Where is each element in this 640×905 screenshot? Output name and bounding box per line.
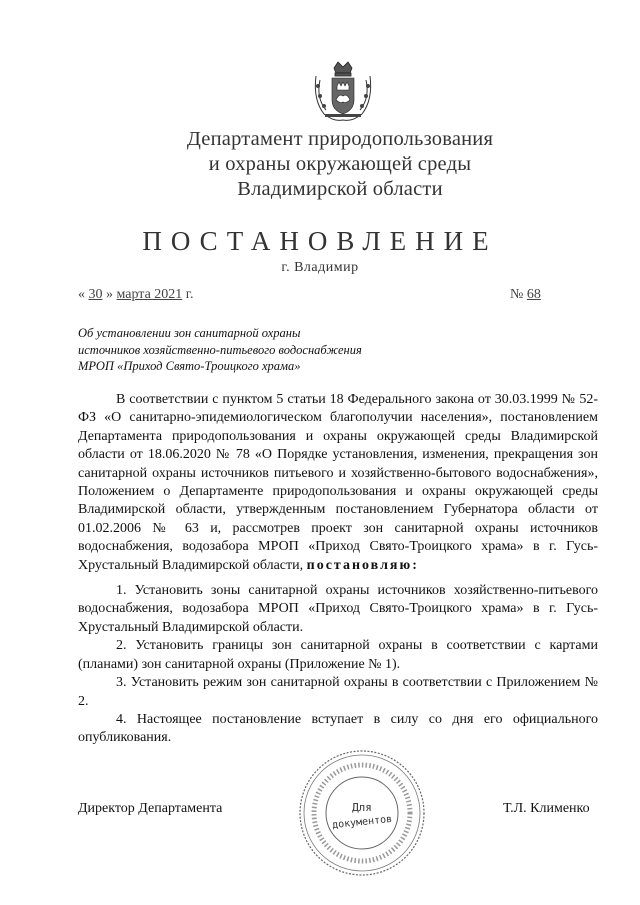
subject-line-1: Об установлении зон санитарной охраны: [78, 326, 301, 340]
coat-of-arms-emblem: [310, 60, 376, 124]
department-name-line-1: Департамент природопользования: [186, 128, 494, 150]
resolve-word: постановляю:: [306, 557, 419, 573]
preamble-paragraph: [78, 391, 598, 575]
resolution-item-4: 4. Настоящее постановление вступает в силу со дня его официального опубликования.: [78, 711, 598, 746]
date-close-quote: »: [106, 287, 113, 302]
document-title: ПОСТАНОВЛЕНИЕ: [142, 226, 498, 256]
document-number: [510, 287, 541, 303]
stamp-text-line-2: документов: [331, 813, 393, 832]
signer-role: Директор Департамента: [78, 801, 223, 816]
resolution-item-3: 3. Установить режим зон санитарной охраны в соответствии с Приложением № 2.: [78, 675, 598, 709]
resolution-item-2: 2. Установить границы зон санитарной охраны в соответствии с картами (планами) зон санитарной охраны (Приложение № 1).: [78, 638, 598, 672]
department-name-line-2: и охраны окружающей среды: [208, 153, 472, 175]
date-suffix: г.: [185, 287, 194, 302]
resolution-item-1: 1. Установить зоны санитарной охраны источников хозяйственно-питьевого водоснабжения, водозабора МРОП «Приход Свято-Троицкого храма» в г. Гусь-Хрустальный Владимирской области.: [78, 583, 598, 635]
document-date: [78, 287, 193, 303]
document-body: [78, 391, 598, 748]
stamp-text-line-1: Для: [352, 801, 372, 814]
department-name-line-3: Владимирской области: [237, 178, 443, 200]
preamble-text: В соответствии с пунктом 5 статьи 18 Федерального закона от 30.03.1999 № 52-ФЗ «О санитарно-эпидемиологическом благополучии населения», постановлением Департамента природопользования и охраны окружающей среды Владимирской области от 18.06.2020 № 78 «О Порядке установления, изменения, прекращения зон санитарной охраны источников питьевого и хозяйственно-бытового водоснабжения», Положением о Департаменте природопользования и охраны окружающей среды Владимирской области, утвержденным постановлением Губернатора области от 01.02.2006 № 63 и, рассмотрев проект зон санитарной охраны источников водоснабжения, водозабора МРОП «Приход Свято-Троицкого храма» в г. Гусь-Хрустальный Владимирской области,: [78, 392, 598, 573]
date-open-quote: «: [78, 287, 85, 302]
city-name: г. Владимир: [281, 260, 359, 275]
subject-line-2: источников хозяйственно-питьевого водоснабжения: [78, 342, 362, 357]
subject-line-3: МРОП «Приход Свято-Троицкого храма»: [78, 359, 301, 373]
number-prefix: №: [510, 287, 524, 302]
number-value: 68: [526, 287, 541, 302]
signer-name: Т.Л. Клименко: [503, 801, 590, 816]
date-month-year: марта 2021: [116, 287, 183, 302]
date-day: 30: [88, 287, 103, 302]
document-subject: [78, 325, 362, 375]
official-stamp: [298, 749, 426, 877]
